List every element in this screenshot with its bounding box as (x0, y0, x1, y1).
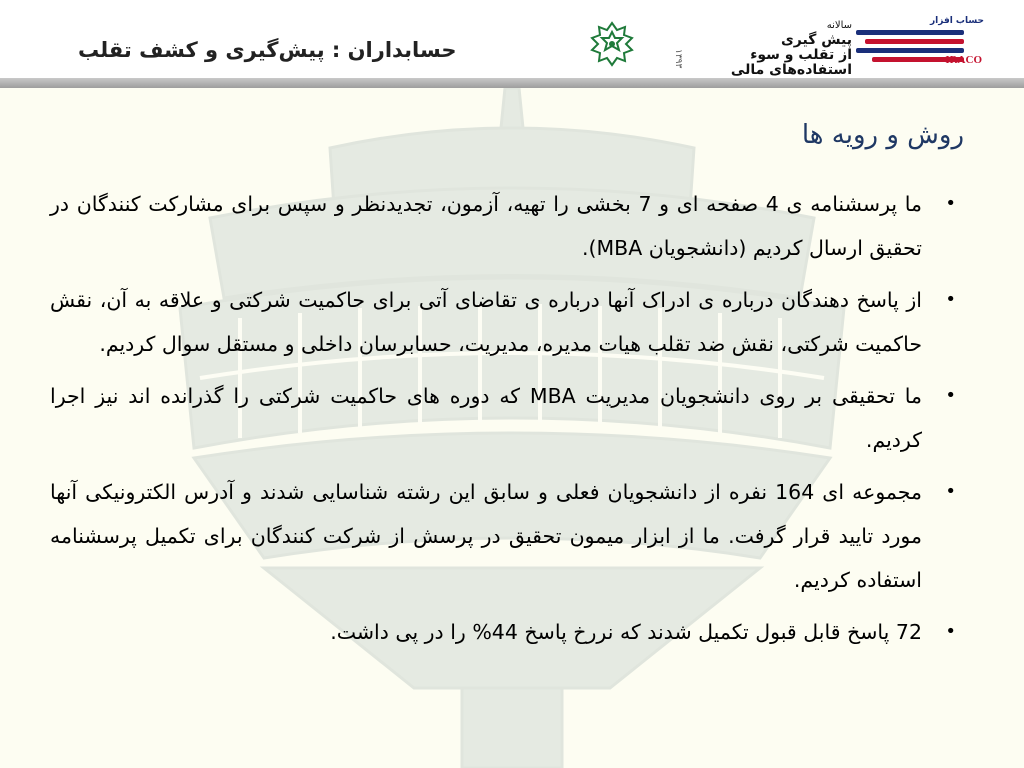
bullet-list (50, 182, 964, 662)
slide-title: روش و رویه ها (801, 120, 964, 150)
seminar-line-3: استفاده‌های مالی (730, 62, 852, 78)
seminar-badge (668, 18, 852, 78)
bullet-text: 72 پاسخ قابل قبول تکمیل شدند که نررخ پاسخ 44% را در پی داشت. (330, 620, 922, 644)
firm-logo-stripe (865, 39, 964, 44)
bullet-item (50, 278, 964, 366)
bullet-dot: • (945, 289, 956, 310)
bullet-dot: • (945, 193, 956, 214)
header-divider (0, 78, 1024, 88)
seminar-ordinal: سالانه (826, 20, 852, 31)
slide-header (0, 0, 1024, 84)
seminar-line-2: از تقلب و سوء (750, 47, 852, 63)
bullet-dot: • (945, 621, 956, 642)
seminar-year: ۱۳۹۳ (673, 48, 683, 68)
tehran-municipality-emblem-icon (588, 20, 636, 68)
firm-logo-name: IRACO (945, 54, 982, 66)
firm-logo-top-text: حساب افزار (929, 16, 984, 26)
bullet-dot: • (945, 385, 956, 406)
bullet-text: ما تحقیقی بر روی دانشجویان مدیریت MBA که دوره های حاکمیت شرکتی را گذرانده اند نیز اجرا کردیم. (50, 384, 922, 452)
bullet-item (50, 610, 964, 654)
bullet-dot: • (945, 481, 956, 502)
bullet-text: مجموعه ای 164 نفره از دانشجویان فعلی و سابق این رشته شناسایی شدند و آدرس الکترونیکی آنها مورد تایید قرار گرفت. ما از ابزار میمون تحقیق در پرسش از شرکت کنندگان برای تکمیل پرسشنامه استفاده کردیم. (50, 480, 922, 592)
bullet-text: از پاسخ دهندگان درباره ی ادراک آنها درباره ی تقاضای آتی برای حاکمیت شرکتی و علاقه به آن، نقش حاکمیت شرکتی، نقش ضد تقلب هیات مدیره، مدیریت، حسابرسان داخلی و مستقل سوال کردیم. (50, 288, 922, 356)
firm-logo-stripe (856, 48, 964, 53)
bullet-text: ما پرسشنامه ی 4 صفحه ای و 7 بخشی را تهیه، آزمون، تجدیدنظر و سپس برای مشارکت کنندگان در تحقیق ارسال کردیم (دانشجویان MBA). (50, 192, 922, 260)
bullet-item (50, 470, 964, 602)
seminar-line-1: پیش گیری (780, 32, 852, 48)
bullet-item (50, 374, 964, 462)
firm-logo (852, 14, 984, 66)
bullet-item (50, 182, 964, 270)
firm-logo-stripe (856, 30, 964, 35)
header-title: حسابداران : پیش‌گیری و کشف تقلب (78, 38, 457, 62)
